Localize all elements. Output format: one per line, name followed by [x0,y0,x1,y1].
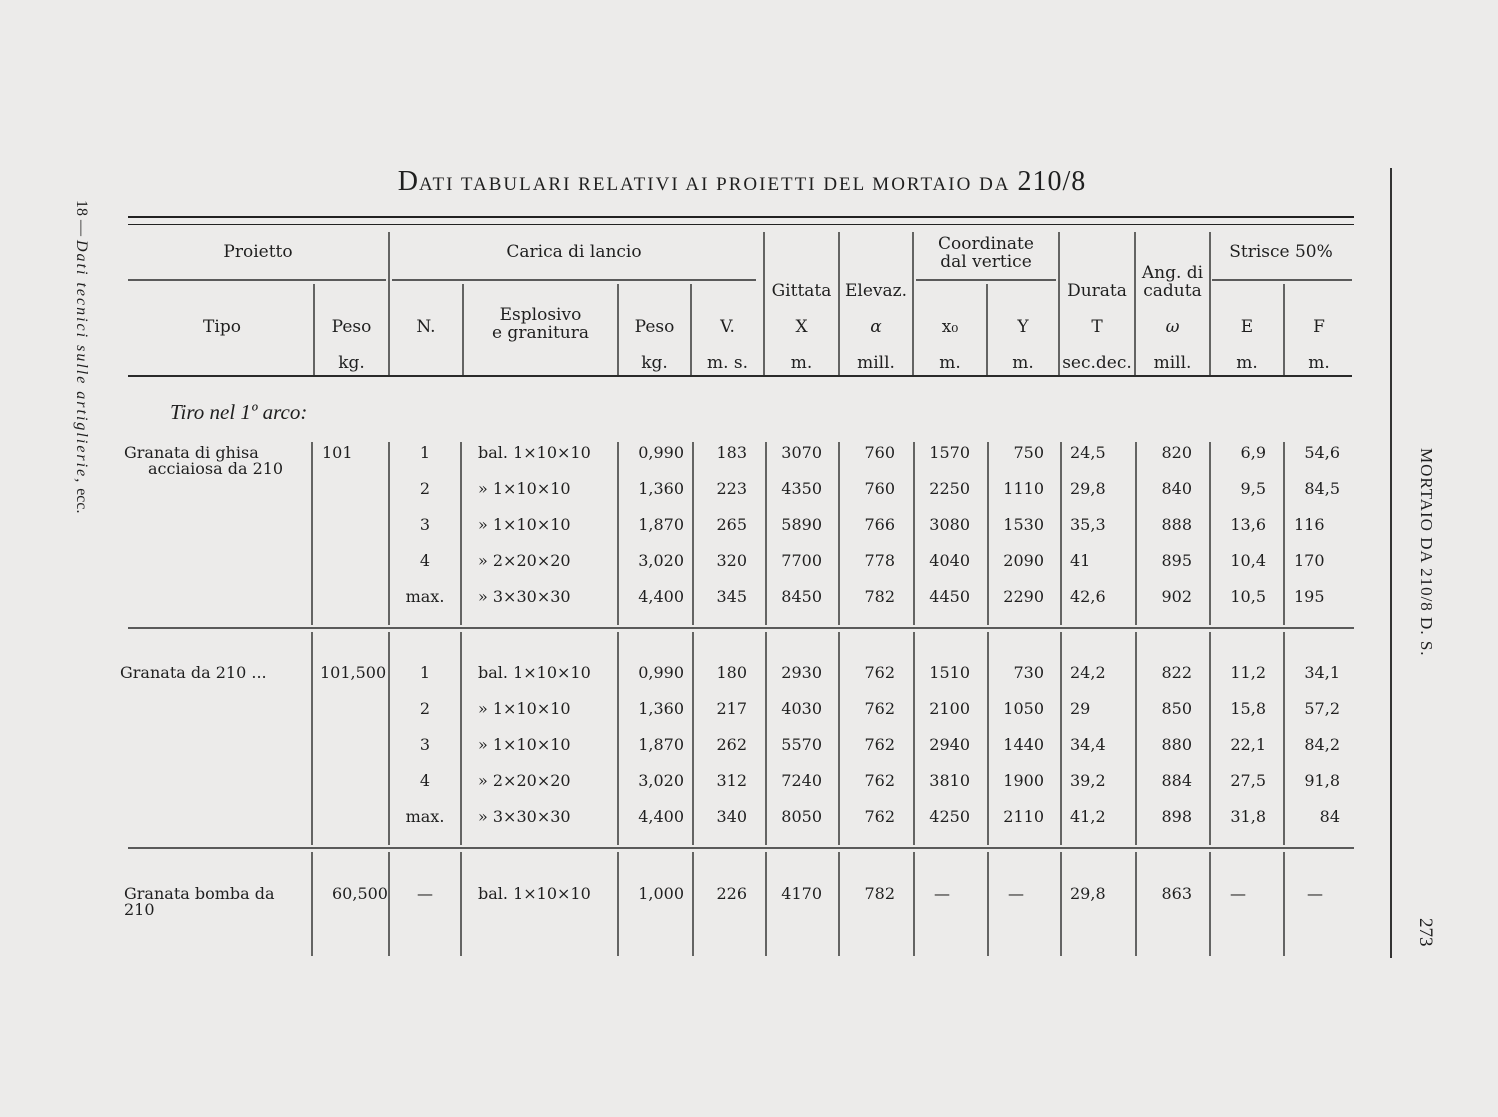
header-elevaz: Elevaz. [844,281,907,301]
header-t-symbol: T [1091,317,1103,337]
cell-peso: 1,360 [638,699,684,718]
cell-x0: 2940 [929,735,970,754]
cell-n: 2 [419,479,431,498]
cell-y: 1440 [1003,735,1044,754]
cell-omega: 895 [1161,551,1192,570]
cell-t: 29,8 [1070,479,1106,498]
cell-omega: 863 [1161,884,1192,903]
cell-n: 4 [419,771,431,790]
cell-x: 3070 [781,443,822,462]
cell-e: 13,6 [1230,515,1266,534]
group-2-peso: 101,500 [320,663,387,682]
cell-y: 1110 [1003,479,1044,498]
cell-omega: 820 [1161,443,1192,462]
cell-alpha: 762 [864,735,895,754]
cell-peso: 4,400 [638,807,684,826]
unit-ang: mill. [1153,353,1192,373]
cell-x: 8450 [781,587,822,606]
cell-y: 730 [1013,663,1044,682]
cell-alpha: 782 [864,884,895,903]
cell-omega: 898 [1161,807,1192,826]
unit-e: m. [1236,353,1258,373]
header-gittata: Gittata [771,281,832,301]
cell-f: 84,2 [1304,735,1340,754]
cell-t: 29,8 [1070,884,1106,903]
header-tipo: Tipo [203,317,241,337]
cell-esp: » 1×10×10 [478,699,571,718]
header-y-symbol: Y [1017,317,1029,337]
cell-n: 2 [419,699,431,718]
cell-t: 39,2 [1070,771,1106,790]
cell-t: 34,4 [1070,735,1106,754]
unit-y: m. [1012,353,1034,373]
running-head-left: 18 — Dati tecnici sulle artiglierie, ecc. [73,200,90,514]
cell-esp: bal. 1×10×10 [478,884,591,903]
cell-x0: 3810 [929,771,970,790]
cell-e: 11,2 [1230,663,1266,682]
cell-x: 5570 [781,735,822,754]
cell-esp: bal. 1×10×10 [478,663,591,682]
cell-e: 6,9 [1240,443,1266,462]
cell-x0: 4250 [929,807,970,826]
header-omega-symbol: ω [1165,317,1180,337]
header-v: V. [720,317,735,337]
cell-e: 15,8 [1230,699,1266,718]
cell-omega: 822 [1161,663,1192,682]
cell-esp: » 2×20×20 [478,551,571,570]
cell-alpha: 766 [864,515,895,534]
cell-e: 27,5 [1230,771,1266,790]
cell-v: 312 [716,771,747,790]
cell-v: 226 [716,884,747,903]
header-x-symbol: X [795,317,808,337]
cell-e: 9,5 [1240,479,1266,498]
cell-t: 42,6 [1070,587,1106,606]
unit-f: m. [1308,353,1330,373]
cell-x0: — [934,884,950,903]
cell-esp: bal. 1×10×10 [478,443,591,462]
cell-n: max. [405,587,445,606]
group-2-tipo: Granata da 210 ... [120,663,267,682]
header-f-symbol: F [1313,317,1325,337]
header-durata: Durata [1067,281,1127,301]
cell-v: 223 [716,479,747,498]
cell-f: — [1307,884,1323,903]
cell-x0: 4450 [929,587,970,606]
cell-esp: » 3×30×30 [478,807,571,826]
cell-e: 10,4 [1230,551,1266,570]
header-carica: Carica di lancio [506,242,642,262]
cell-x0: 4040 [929,551,970,570]
cell-x0: 3080 [929,515,970,534]
cell-e: 22,1 [1230,735,1266,754]
cell-v: 340 [716,807,747,826]
cell-v: 262 [716,735,747,754]
cell-peso: 3,020 [638,551,684,570]
cell-v: 217 [716,699,747,718]
cell-peso: 1,360 [638,479,684,498]
header-x0-symbol: x₀ [941,317,959,337]
cell-omega: 840 [1161,479,1192,498]
cell-v: 183 [716,443,747,462]
cell-n: 4 [419,551,431,570]
cell-f: 54,6 [1304,443,1340,462]
cell-t: 35,3 [1070,515,1106,534]
header-proietto: Proietto [223,242,293,262]
unit-elevaz: mill. [857,353,895,373]
section-label: Tiro nel 1º arco: [170,400,308,424]
cell-f: 84,5 [1304,479,1340,498]
cell-f: 34,1 [1304,663,1340,682]
header-alpha-symbol: α [870,317,882,337]
cell-v: 320 [716,551,747,570]
cell-n: 1 [419,443,431,462]
cell-alpha: 762 [864,699,895,718]
unit-v: m. s. [706,353,749,373]
cell-n: — [417,884,433,903]
cell-t: 24,5 [1070,443,1106,462]
cell-alpha: 778 [864,551,895,570]
cell-peso: 0,990 [638,443,684,462]
running-head-right: MORTAIO DA 210/8 D. S. [1417,448,1436,657]
cell-t: 24,2 [1070,663,1106,682]
cell-y: 1050 [1003,699,1044,718]
cell-y: 2290 [1003,587,1044,606]
cell-alpha: 760 [864,443,895,462]
cell-x: 7240 [781,771,822,790]
cell-omega: 884 [1161,771,1192,790]
cell-f: 91,8 [1304,771,1340,790]
page-number: 273 [1415,918,1436,947]
cell-esp: » 1×10×10 [478,735,571,754]
cell-omega: 880 [1161,735,1192,754]
group-3-peso: 60,500 [332,884,388,903]
cell-y: 2110 [1003,807,1044,826]
cell-peso: 1,000 [638,884,684,903]
group-1-tipo: Granata di ghisa acciaiosa da 210 [124,443,284,478]
cell-t: 41,2 [1070,807,1106,826]
cell-x: 4350 [781,479,822,498]
cell-y: 1530 [1003,515,1044,534]
cell-f: 116 [1294,515,1325,534]
header-coordinate: Coordinate dal vertice [938,234,1034,272]
cell-x0: 2250 [929,479,970,498]
cell-x: 4170 [781,884,822,903]
unit-peso: kg. [338,353,365,373]
cell-x: 5890 [781,515,822,534]
cell-alpha: 762 [864,663,895,682]
cell-e: 10,5 [1230,587,1266,606]
unit-durata: sec.dec. [1062,353,1132,373]
cell-e: 31,8 [1230,807,1266,826]
cell-x: 2930 [781,663,822,682]
cell-esp: » 1×10×10 [478,515,571,534]
header-strisce: Strisce 50% [1229,242,1333,262]
cell-esp: » 3×30×30 [478,587,571,606]
cell-f: 84 [1319,807,1340,826]
header-n: N. [416,317,436,337]
cell-esp: » 2×20×20 [478,771,571,790]
cell-alpha: 760 [864,479,895,498]
cell-f: 195 [1294,587,1325,606]
cell-peso: 0,990 [638,663,684,682]
unit-peso-carica: kg. [641,353,668,373]
header-ang-caduta: Ang. di caduta [1141,263,1204,301]
header-esplosivo: Esplosivo e granitura [491,305,590,343]
group-3-tipo: Granata bomba da 210 [124,884,275,919]
page-title: DATI TABULARI RELATIVI AI PROIETTI DEL MORTAIO DA 210/8 [397,166,1087,197]
cell-x0: 1510 [929,663,970,682]
cell-f: 170 [1294,551,1325,570]
cell-x0: 1570 [929,443,970,462]
cell-n: max. [405,807,445,826]
cell-t: 41 [1070,551,1091,570]
cell-omega: 888 [1161,515,1192,534]
cell-x: 7700 [781,551,822,570]
cell-y: 1900 [1003,771,1044,790]
cell-x: 4030 [781,699,822,718]
cell-e: — [1230,884,1246,903]
header-peso-carica: Peso [634,317,675,337]
cell-f: 57,2 [1304,699,1340,718]
cell-x: 8050 [781,807,822,826]
header-peso: Peso [331,317,372,337]
cell-alpha: 762 [864,807,895,826]
cell-n: 3 [419,515,431,534]
cell-peso: 4,400 [638,587,684,606]
cell-t: 29 [1070,699,1091,718]
cell-omega: 902 [1161,587,1192,606]
cell-peso: 1,870 [638,735,684,754]
cell-alpha: 762 [864,771,895,790]
cell-y: — [1008,884,1024,903]
header-e-symbol: E [1240,317,1254,337]
cell-n: 1 [419,663,431,682]
cell-v: 180 [716,663,747,682]
cell-peso: 3,020 [638,771,684,790]
cell-peso: 1,870 [638,515,684,534]
cell-alpha: 782 [864,587,895,606]
cell-y: 750 [1013,443,1044,462]
cell-x0: 2100 [929,699,970,718]
cell-esp: » 1×10×10 [478,479,571,498]
cell-y: 2090 [1003,551,1044,570]
group-1-peso: 101 [322,443,353,462]
unit-gittata: m. [790,353,813,373]
cell-v: 265 [716,515,747,534]
unit-x0: m. [939,353,961,373]
cell-omega: 850 [1161,699,1192,718]
cell-n: 3 [419,735,431,754]
cell-v: 345 [716,587,747,606]
